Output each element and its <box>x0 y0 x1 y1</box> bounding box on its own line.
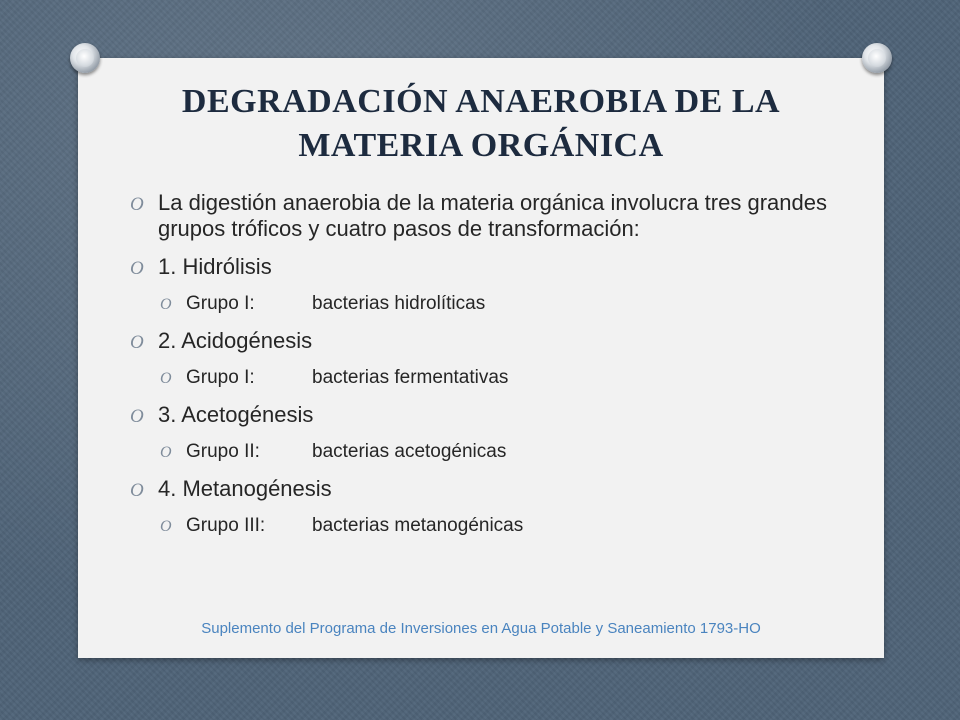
step-label: 4. Metanogénesis <box>158 476 332 501</box>
group-label: Grupo I: <box>186 293 255 314</box>
step-label: 1. Hidrólisis <box>158 254 272 279</box>
step-bullet <box>130 328 850 354</box>
bullet-marker-icon: O <box>130 258 144 279</box>
bullet-marker-icon: O <box>160 518 172 535</box>
slide-title <box>78 80 884 168</box>
step-bullet <box>130 476 850 502</box>
bullet-marker-icon: O <box>160 370 172 387</box>
bacteria-label: bacterias metanogénicas <box>312 515 524 536</box>
step-label: 3. Acetogénesis <box>158 402 314 427</box>
bullet-marker-icon: O <box>160 444 172 461</box>
sub-bullet <box>130 366 850 390</box>
bullet-marker-icon: O <box>130 194 144 215</box>
bacteria-label: bacterias acetogénicas <box>312 441 507 462</box>
title-line-2: MATERIA ORGÁNICA <box>298 127 664 164</box>
intro-text: La digestión anaerobia de la materia orgánica involucra tres grandes grupos tróficos y cuatro pasos de transformación: <box>158 190 827 241</box>
bullet-marker-icon: O <box>160 296 172 313</box>
group-label: Grupo II: <box>186 441 260 462</box>
bacteria-label: bacterias hidrolíticas <box>312 293 486 314</box>
bullet-list <box>130 190 850 550</box>
bullet-marker-icon: O <box>130 480 144 501</box>
footer-text: Suplemento del Programa de Inversiones en Agua Potable y Saneamiento 1793-HO <box>201 620 761 637</box>
step-label: 2. Acidogénesis <box>158 328 313 353</box>
step-bullet <box>130 402 850 428</box>
bullet-marker-icon: O <box>130 332 144 353</box>
intro-bullet <box>130 190 850 242</box>
group-label: Grupo III: <box>186 515 266 536</box>
bullet-marker-icon: O <box>130 406 144 427</box>
group-label: Grupo I: <box>186 367 255 388</box>
sub-bullet <box>130 514 850 538</box>
pushpin-icon <box>862 43 892 73</box>
pushpin-icon <box>70 43 100 73</box>
title-line-1: DEGRADACIÓN ANAEROBIA DE LA <box>181 83 781 120</box>
sub-bullet <box>130 292 850 316</box>
step-bullet <box>130 254 850 280</box>
bacteria-label: bacterias fermentativas <box>312 367 509 388</box>
sub-bullet <box>130 440 850 464</box>
